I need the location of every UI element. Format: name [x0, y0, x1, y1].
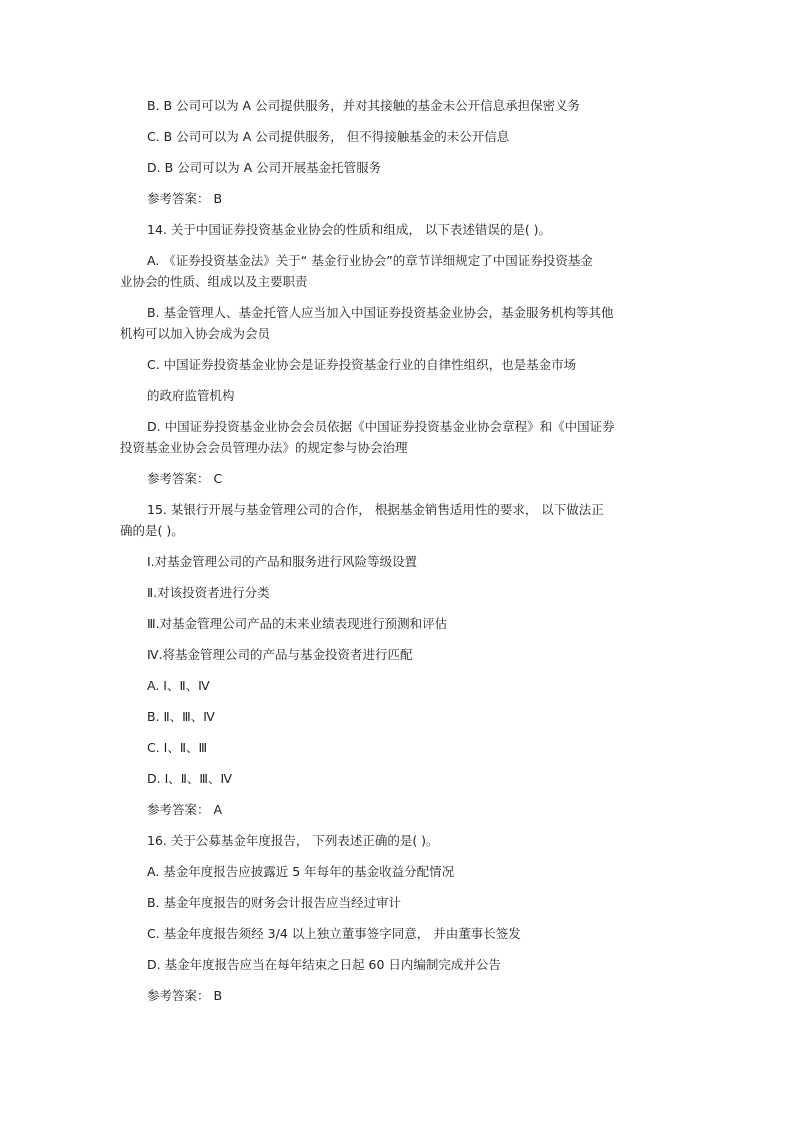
text-line: B. 基金管理人、基金托管人应当加入中国证券投资基金业协会，基金服务机构等其他 [147, 305, 614, 320]
text-line: Ⅲ.对基金管理公司产品的未来业绩表现进行预测和评估 [147, 616, 448, 631]
text-line: C. 基金年度报告须经 3/4 以上独立董事签字同意， 并由董事长签发 [147, 926, 521, 941]
paragraph [120, 188, 690, 209]
text-line: A. 《证券投资基金法》关于“ 基金行业协会”的章节详细规定了中国证券投资基金 [147, 253, 593, 268]
paragraph [120, 302, 690, 344]
paragraph [120, 157, 690, 178]
paragraph [120, 551, 690, 572]
text-line: 确的是( )。 [120, 523, 184, 538]
paragraph [120, 219, 690, 240]
text-line: B. Ⅱ、Ⅲ、Ⅳ [147, 709, 215, 724]
text-line: C. Ⅰ、Ⅱ、Ⅲ [147, 740, 208, 755]
text-line: A. 基金年度报告应披露近 5 年每年的基金收益分配情况 [147, 864, 455, 879]
paragraph [120, 126, 690, 147]
paragraph [120, 923, 690, 944]
text-line: 投资基金业协会会员管理办法》的规定参与协会治理 [120, 440, 408, 455]
text-line: 业协会的性质、组成以及主要职责 [120, 274, 308, 289]
paragraph [120, 416, 690, 458]
text-line: Ⅳ.将基金管理公司的产品与基金投资者进行匹配 [147, 647, 413, 662]
paragraph [120, 799, 690, 820]
text-line: D. 基金年度报告应当在每年结束之日起 60 日内编制完成并公告 [147, 957, 501, 972]
paragraph [120, 830, 690, 851]
text-line: 参考答案： B [147, 988, 223, 1003]
paragraph [120, 644, 690, 665]
text-line: A. Ⅰ、Ⅱ、Ⅳ [147, 678, 210, 693]
text-line: 机构可以加入协会成为会员 [120, 326, 271, 341]
text-line: D. 中国证券投资基金业协会会员依据《中国证券投资基金业协会章程》和《中国证券 [147, 419, 615, 434]
text-line: 15. 某银行开展与基金管理公司的合作， 根据基金销售适用性的要求， 以下做法正 [147, 502, 604, 517]
text-line: 参考答案： C [147, 471, 223, 486]
paragraph [120, 861, 690, 882]
text-line: C. B 公司可以为 A 公司提供服务， 但不得接触基金的未公开信息 [147, 129, 510, 144]
paragraph [120, 954, 690, 975]
paragraph [120, 706, 690, 727]
text-line: B. B 公司可以为 A 公司提供服务，并对其接触的基金未公开信息承担保密义务 [147, 98, 581, 113]
text-line: Ⅱ.对该投资者进行分类 [147, 585, 270, 600]
text-line: 参考答案： A [147, 802, 223, 817]
text-line: B. 基金年度报告的财务会计报告应当经过审计 [147, 895, 402, 910]
paragraph [120, 582, 690, 603]
paragraph [120, 737, 690, 758]
text-line: 的政府监管机构 [147, 388, 235, 403]
paragraph [120, 613, 690, 634]
paragraph [120, 385, 690, 406]
text-line: 14. 关于中国证券投资基金业协会的性质和组成， 以下表述错误的是( )。 [147, 222, 552, 237]
text-line: D. Ⅰ、Ⅱ、Ⅲ、Ⅳ [147, 771, 233, 786]
document-page [120, 95, 690, 1016]
paragraph [120, 892, 690, 913]
text-line: 参考答案： B [147, 191, 223, 206]
paragraph [120, 499, 690, 541]
paragraph [120, 95, 690, 116]
paragraph [120, 468, 690, 489]
paragraph [120, 250, 690, 292]
paragraph [120, 354, 690, 375]
paragraph [120, 768, 690, 789]
text-line: 16. 关于公募基金年度报告， 下列表述正确的是( )。 [147, 833, 439, 848]
paragraph [120, 985, 690, 1006]
text-line: D. B 公司可以为 A 公司开展基金托管服务 [147, 160, 382, 175]
text-line: Ⅰ.对基金管理公司的产品和服务进行风险等级设置 [147, 554, 418, 569]
text-line: C. 中国证券投资基金业协会是证券投资基金行业的自律性组织，也是基金市场 [147, 357, 577, 372]
paragraph [120, 675, 690, 696]
